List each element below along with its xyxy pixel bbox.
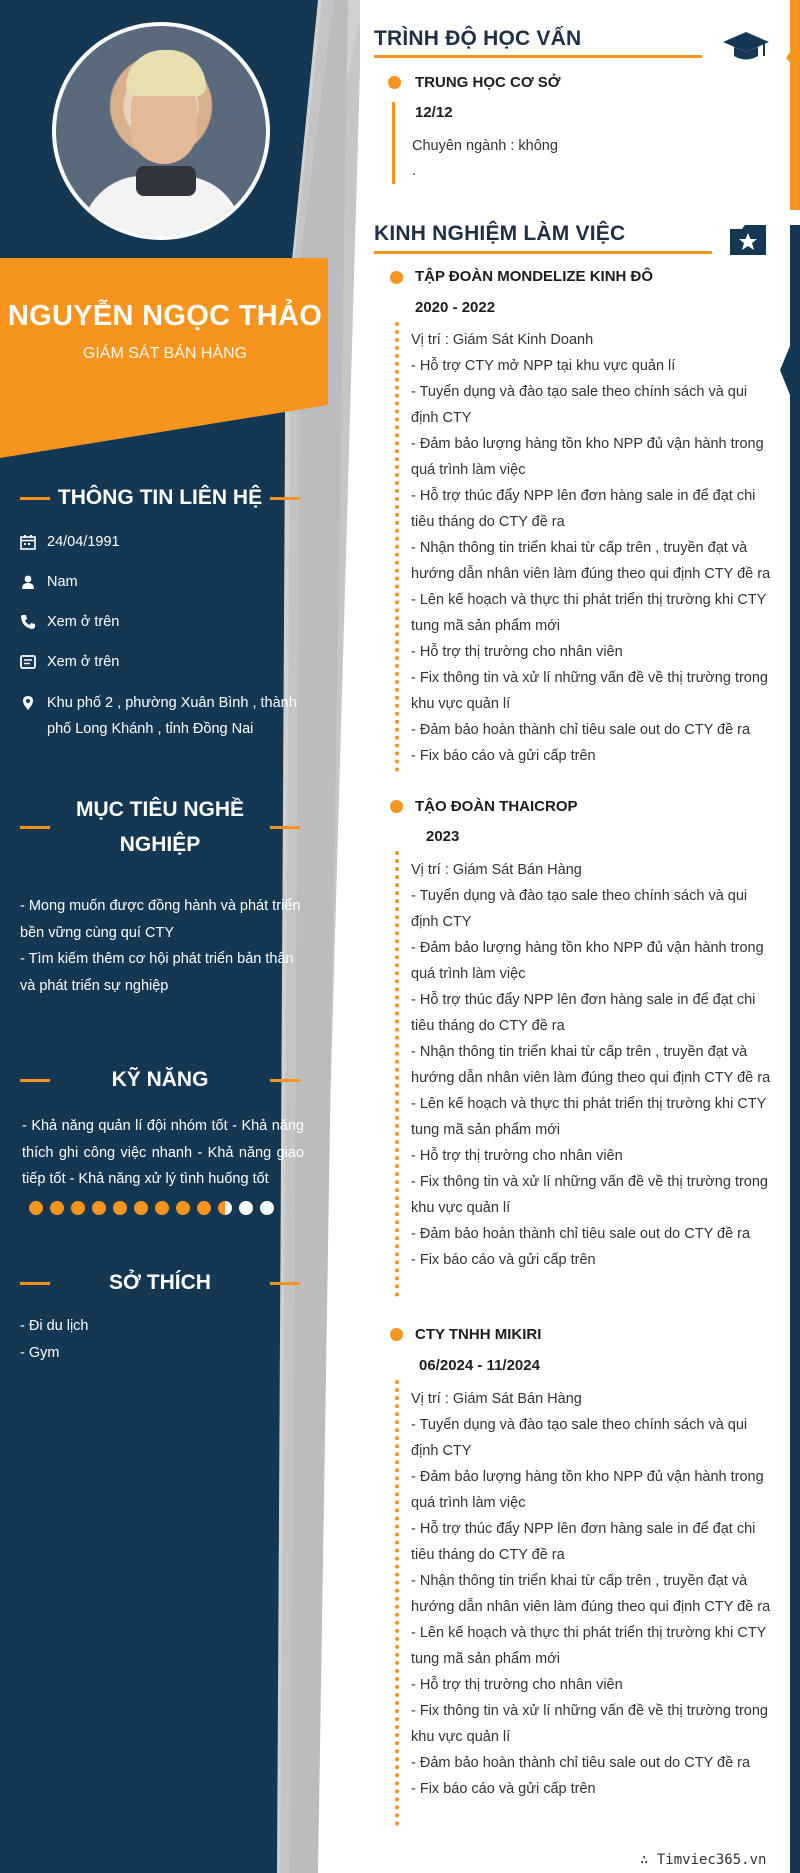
hobby-item: - Gym [20,1344,60,1361]
job-description-line: - Fix báo cáo và gửi cấp trên [411,1252,596,1268]
job-description-line: khu vực quản lí [411,1200,511,1216]
job-description-line: - Hỗ trợ thúc đẩy NPP lên đơn hàng sale in để đạt chi [411,488,756,504]
job-description-line: - Fix thông tin và xử lí những vấn đề về thị trường trong [411,670,768,686]
job-description-line: - Đảm bảo lượng hàng tồn kho NPP đủ vận hành trong [411,940,764,956]
job-description-line: Vị trí : Giám Sát Kinh Doanh [411,332,594,348]
job-description-line: - Tuyển dụng và đào tạo sale theo chính sách và qui [411,384,748,400]
job-description-line: tiêu tháng do CTY đề ra [411,1018,565,1034]
contact-email: Xem ở trên [20,649,310,675]
skill-rating-dot [176,1201,190,1215]
job-description-line: - Nhận thông tin triển khai từ cấp trên , truyền đạt và [411,1573,748,1589]
job-description-line: - Lên kế hoạch và thực thi phát triển thị trường khi CTY [411,1096,767,1112]
objective-text: - Mong muốn được đồng hành và phát triển bền vững cùng quí CTY - Tìm kiếm thêm cơ hội phát triển bản thân và phát triển sự nghiệp [20,898,301,994]
job-description-line: - Hỗ trợ thúc đẩy NPP lên đơn hàng sale in để đạt chi [411,1521,756,1537]
name-block [0,300,330,363]
skill-rating-dot [197,1201,211,1215]
footer-brand: ∴ Timviec365.vn [640,1852,767,1868]
job-description-line: - Tuyển dụng và đào tạo sale theo chính sách và qui [411,888,748,904]
job-description-line: - Đảm bảo hoàn thành chỉ tiêu sale out do CTY đề ra [411,722,751,738]
graduation-cap-icon [722,30,770,64]
job-description-line: - Đảm bảo hoàn thành chỉ tiêu sale out do CTY đề ra [411,1226,751,1242]
job-date: 06/2024 - 11/2024 [419,1357,540,1374]
skill-rating-dot [92,1201,106,1215]
job-description-line: - Lên kế hoạch và thực thi phát triển thị trường khi CTY [411,592,767,608]
job-description-line: - Đảm bảo hoàn thành chỉ tiêu sale out do CTY đề ra [411,1755,751,1771]
skill-rating-dot [71,1201,85,1215]
skill-rating-dot [239,1201,253,1215]
skills-text: - Khả năng quản lí đội nhóm tốt - Khả năng thích ghi công việc nhanh - Khả năng giao tiếp tốt - Khả năng xử lý tình huống tốt [22,1118,304,1187]
contact-address: Khu phố 2 , phường Xuân Bình , thành phố Long Khánh , tỉnh Đồng Nai [20,690,310,742]
job-description-line: hướng dẫn nhân viên làm đúng theo qui định CTY đề ra [411,566,771,582]
avatar [52,22,270,240]
job-company: TẬO ĐOÀN THAICROP [415,798,578,815]
phone-icon [20,614,36,630]
job-description-line: - Đảm bảo lượng hàng tồn kho NPP đủ vận hành trong [411,436,764,452]
contact-phone: Xem ở trên [20,609,310,635]
job-date: 2023 [426,828,460,845]
job-description-line: - Hỗ trợ thị trường cho nhân viên [411,1148,623,1164]
job-description-line: hướng dẫn nhân viên làm đúng theo qui định CTY đề ra [411,1070,771,1086]
skill-rating-dot [134,1201,148,1215]
skill-rating-dot [50,1201,64,1215]
job-timeline [395,851,399,1297]
job-description-line: khu vực quản lí [411,696,511,712]
job-description-line: - Đảm bảo lượng hàng tồn kho NPP đủ vận hành trong [411,1469,764,1485]
email-icon [20,654,36,670]
job-description-line: quá trình làm việc [411,966,526,982]
education-heading: TRÌNH ĐỘ HỌC VẤN [374,27,582,50]
briefcase-star-icon [727,222,769,258]
job-description-line: - Lên kế hoạch và thực thi phát triển thị trường khi CTY [411,1625,767,1641]
education-major: Chuyên ngành : không [412,138,558,154]
job-date: 2020 - 2022 [415,299,496,316]
job-description [411,1386,771,1802]
contact-gender: Nam [20,569,310,595]
job-description-line: quá trình làm việc [411,462,526,478]
hobby-item: - Đi du lịch [20,1318,89,1334]
skill-rating-dot [260,1201,274,1215]
job-description-line: - Hỗ trợ CTY mở NPP tại khu vực quản lí [411,358,676,374]
skills-heading: KỸ NĂNG [20,1062,300,1098]
job-description-line: - Nhận thông tin triển khai từ cấp trên , truyền đạt và [411,540,748,556]
job-description-line: quá trình làm việc [411,1495,526,1511]
job-description-line: tiêu tháng do CTY đề ra [411,514,565,530]
job-description-line: - Fix thông tin và xử lí những vấn đề về thị trường trong [411,1174,768,1190]
experience-heading: KINH NGHIỆM LÀM VIỆC [374,222,626,245]
job-description-line: - Fix thông tin và xử lí những vấn đề về thị trường trong [411,1703,768,1719]
job-company: CTY TNHH MIKIRI [415,1326,542,1343]
education-underline [374,55,702,58]
right-edge-decoration [768,0,800,1873]
job-description-line: hướng dẫn nhân viên làm đúng theo qui định CTY đề ra [411,1599,771,1615]
education-school: TRUNG HỌC CƠ SỞ [415,74,561,91]
education-note: . [412,163,417,179]
experience-underline [374,251,712,254]
education-date: 12/12 [415,104,453,121]
job-description-line: tung mã sản phẩm mới [411,1122,560,1138]
hobbies-heading: SỞ THÍCH [20,1265,300,1301]
job-description [411,857,771,1273]
hobbies-list [20,1313,310,1366]
job-description-line: - Hỗ trợ thị trường cho nhân viên [411,644,623,660]
job-description-line: - Fix báo cáo và gửi cấp trên [411,1781,596,1797]
job-description-line: khu vực quản lí [411,1729,511,1745]
job-description-line: - Hỗ trợ thúc đẩy NPP lên đơn hàng sale in để đạt chi [411,992,756,1008]
skill-rating [29,1199,281,1215]
job-bullet [390,271,403,284]
job-description-line: tiêu tháng do CTY đề ra [411,1547,565,1563]
skill-rating-dot [218,1201,232,1215]
skill-rating-dot [113,1201,127,1215]
contact-birthday: 24/04/1991 [20,529,310,555]
job-description-line: - Nhận thông tin triển khai từ cấp trên , truyền đạt và [411,1044,748,1060]
objective-heading: MỤC TIÊU NGHỀ NGHIỆP [20,792,300,862]
calendar-icon [20,534,36,550]
location-pin-icon [20,695,36,711]
job-description-line: tung mã sản phẩm mới [411,1651,560,1667]
job-description-line: - Fix báo cáo và gửi cấp trên [411,748,596,764]
job-company: TẬP ĐOÀN MONDELIZE KINH ĐÔ [415,268,654,285]
job-description-line: định CTY [411,410,472,426]
person-icon [20,574,36,590]
job-description-line: định CTY [411,1443,472,1459]
education-bullet [388,76,401,89]
job-bullet [390,800,403,813]
job-description-line: tung mã sản phẩm mới [411,618,560,634]
job-description [411,327,771,769]
skill-rating-dot [155,1201,169,1215]
job-description-line: định CTY [411,914,472,930]
skill-rating-dot [29,1201,43,1215]
job-description-line: - Hỗ trợ thị trường cho nhân viên [411,1677,623,1693]
job-description-line: Vị trí : Giám Sát Bán Hàng [411,862,582,878]
job-timeline [395,1380,399,1826]
job-timeline [395,322,399,772]
candidate-job-title: GIÁM SÁT BÁN HÀNG [82,345,248,362]
job-description-line: Vị trí : Giám Sát Bán Hàng [411,1391,582,1407]
job-bullet [390,1328,403,1341]
job-description-line: - Tuyển dụng và đào tạo sale theo chính sách và qui [411,1417,748,1433]
contact-heading: THÔNG TIN LIÊN HỆ [20,480,300,516]
education-timeline [392,102,395,184]
candidate-name: NGUYỄN NGỌC THẢO [7,300,323,332]
